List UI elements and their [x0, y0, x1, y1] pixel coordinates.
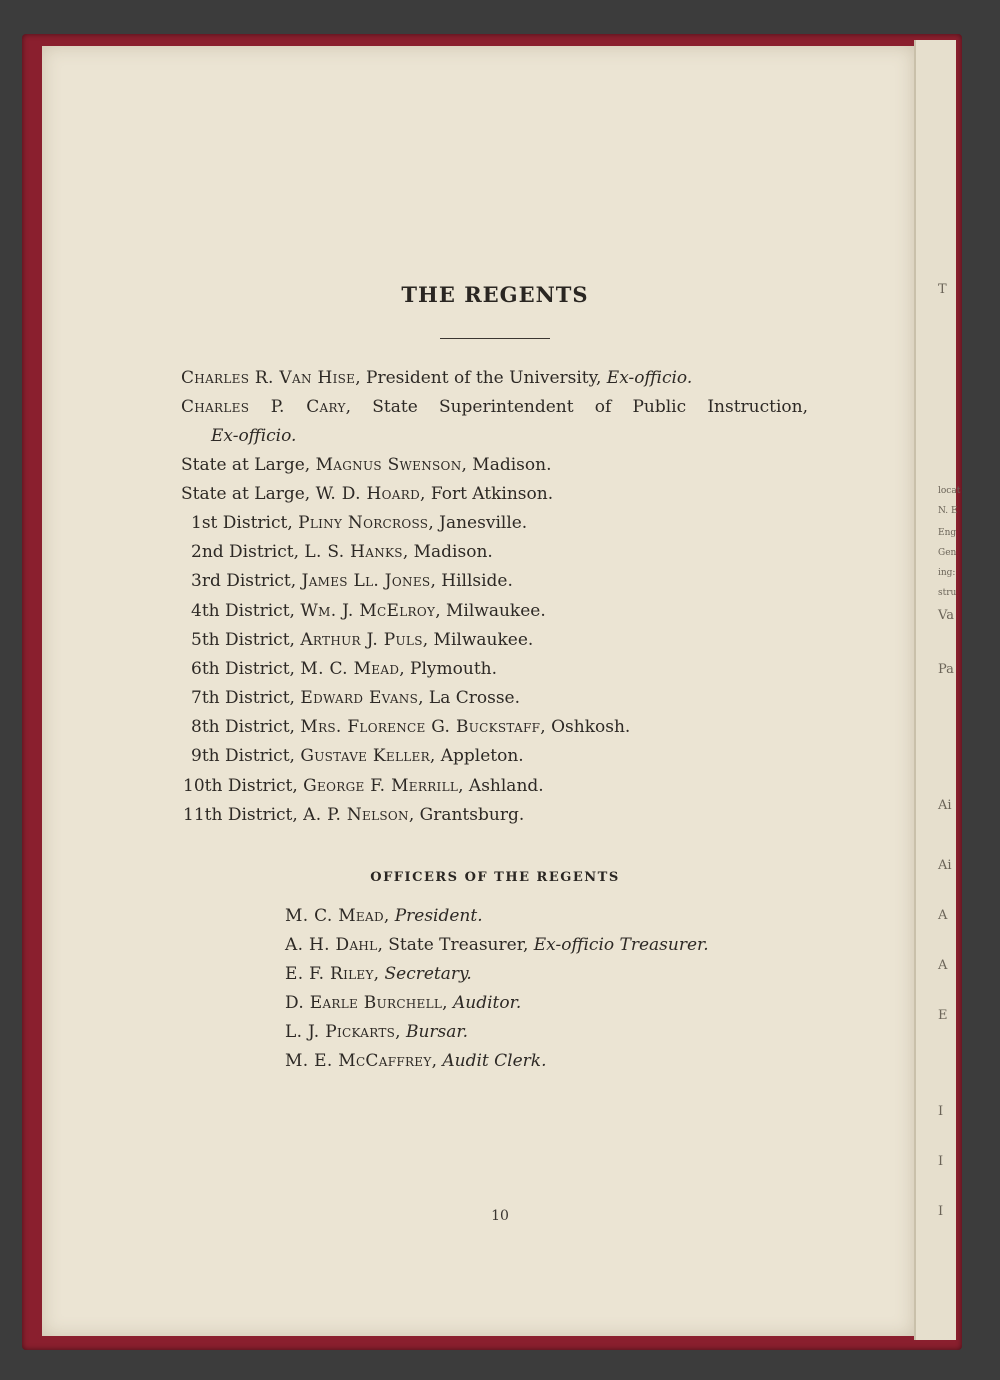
regent-line: [191, 542, 493, 562]
regent-town: , Janesville.: [428, 513, 528, 533]
regent-district: 7th District,: [191, 688, 301, 708]
regent-line: [191, 659, 497, 679]
officer-role: Ex-officio Treasurer.: [533, 935, 709, 955]
regent-line: [211, 426, 296, 446]
edge-text: A: [938, 908, 948, 923]
regent-line: [191, 746, 524, 766]
regent-district: State at Large,: [181, 484, 316, 504]
regent-name: W. D. Hoard: [315, 484, 421, 504]
officer-line: [285, 964, 472, 984]
regent-line: [183, 776, 544, 796]
heading-rule: [440, 338, 550, 339]
regent-town: , Oshkosh.: [540, 717, 631, 737]
edge-text: Ai: [938, 858, 952, 873]
regent-line: [183, 805, 524, 825]
officer-role: Bursar.: [405, 1022, 469, 1042]
officer-name: L. J. Pickarts: [285, 1022, 396, 1042]
regent-name: Mrs. Florence G. Buckstaff: [300, 717, 541, 737]
regent-name: Gustave Keller: [300, 746, 430, 766]
regent-district: 3rd District,: [191, 571, 302, 591]
officer-role: Secretary.: [384, 964, 472, 984]
regent-district: State at Large,: [181, 455, 316, 475]
officer-role: Auditor.: [452, 993, 522, 1013]
regent-line: [181, 455, 551, 475]
edge-text: T: [938, 282, 947, 297]
regent-name: Wm. J. McElroy: [300, 601, 436, 621]
regent-role: , State Superintendent of Public Instruction,: [345, 397, 809, 417]
officer-role: Audit Clerk.: [442, 1051, 547, 1071]
officer-line: [285, 1051, 547, 1071]
officer-name: D. Earle Burchell: [285, 993, 443, 1013]
regent-line: [191, 571, 513, 591]
officer-role: President.: [394, 906, 483, 926]
regent-district: 8th District,: [191, 717, 301, 737]
officer-name: M. E. McCaffrey: [285, 1051, 432, 1071]
officer-name: M. C. Mead: [285, 906, 384, 926]
regent-district: 9th District,: [191, 746, 301, 766]
regent-town: , Hillside.: [430, 571, 513, 591]
officer-name: A. H. Dahl: [285, 935, 378, 955]
edge-text: I: [938, 1204, 944, 1219]
edge-text: stru: [938, 588, 957, 598]
edge-text: Pa: [938, 662, 954, 677]
regent-name: Edward Evans: [300, 688, 419, 708]
officer-name: E. F. Riley: [285, 964, 374, 984]
regent-name: L. S. Hanks: [304, 542, 403, 562]
next-page-edge: [914, 40, 961, 1340]
regent-district: 5th District,: [191, 630, 301, 650]
regent-town: , Plymouth.: [399, 659, 498, 679]
officer-line: [285, 906, 483, 926]
regent-town: , La Crosse.: [418, 688, 521, 708]
officers-heading: OFFICERS OF THE REGENTS: [370, 870, 620, 885]
officer-separator: ,: [373, 964, 385, 984]
regent-line: [191, 717, 630, 737]
officer-separator: , State Treasurer,: [377, 935, 534, 955]
regent-name: Pliny Norcross: [298, 513, 429, 533]
edge-text: A: [938, 958, 948, 973]
officer-line: [285, 1022, 468, 1042]
regent-town: , Milwaukee.: [422, 630, 534, 650]
regent-line: [191, 513, 527, 533]
regent-district: 4th District,: [191, 601, 301, 621]
regent-line: [191, 688, 520, 708]
regent-district: 10th District,: [183, 776, 304, 796]
officer-separator: ,: [431, 1051, 443, 1071]
regent-name: Charles P. Cary: [181, 397, 346, 417]
regent-district: 2nd District,: [191, 542, 305, 562]
edge-text: locat: [938, 486, 961, 496]
officer-line: [285, 935, 709, 955]
page-heading: THE REGENTS: [401, 282, 589, 307]
regent-name: Charles R. Van Hise: [181, 368, 356, 388]
regent-town: , Milwaukee.: [435, 601, 546, 621]
regent-town: , Ashland.: [458, 776, 544, 796]
page-number: 10: [491, 1208, 509, 1224]
edge-text: E: [938, 1008, 948, 1023]
regent-ex-officio: Ex-officio.: [211, 426, 297, 446]
edge-text: Gen: [938, 548, 957, 558]
officer-separator: ,: [395, 1022, 406, 1042]
regent-town: , Madison.: [402, 542, 493, 562]
regent-name: James Ll. Jones: [301, 571, 431, 591]
regent-district: 11th District,: [183, 805, 304, 825]
edge-text: I: [938, 1104, 944, 1119]
regent-line: [181, 368, 692, 388]
regent-line: [191, 601, 546, 621]
edge-text: Eng: [938, 528, 957, 538]
regent-line: [181, 397, 808, 417]
regent-role: , President of the University,: [355, 368, 607, 388]
regent-name: Magnus Swenson: [315, 455, 462, 475]
regent-town: , Madison.: [461, 455, 552, 475]
regent-name: M. C. Mead: [300, 659, 400, 679]
edge-text: ing:: [938, 568, 956, 578]
officer-line: [285, 993, 521, 1013]
edge-text: N. E: [938, 506, 958, 516]
regent-town: , Grantsburg.: [408, 805, 525, 825]
edge-text: Ai: [938, 798, 952, 813]
regent-town: , Appleton.: [429, 746, 524, 766]
regent-line: [181, 484, 553, 504]
edge-text: Va: [938, 608, 954, 623]
officer-separator: ,: [383, 906, 395, 926]
officer-separator: ,: [442, 993, 453, 1013]
regent-name: Arthur J. Puls: [300, 630, 423, 650]
regent-line: [191, 630, 533, 650]
regent-district: 6th District,: [191, 659, 301, 679]
regent-name: A. P. Nelson: [303, 805, 409, 825]
edge-text: I: [938, 1154, 944, 1169]
regent-ex-officio: Ex-officio.: [606, 368, 693, 388]
regent-name: George F. Merrill: [303, 776, 459, 796]
regent-town: , Fort Atkinson.: [420, 484, 554, 504]
regent-district: 1st District,: [191, 513, 299, 533]
